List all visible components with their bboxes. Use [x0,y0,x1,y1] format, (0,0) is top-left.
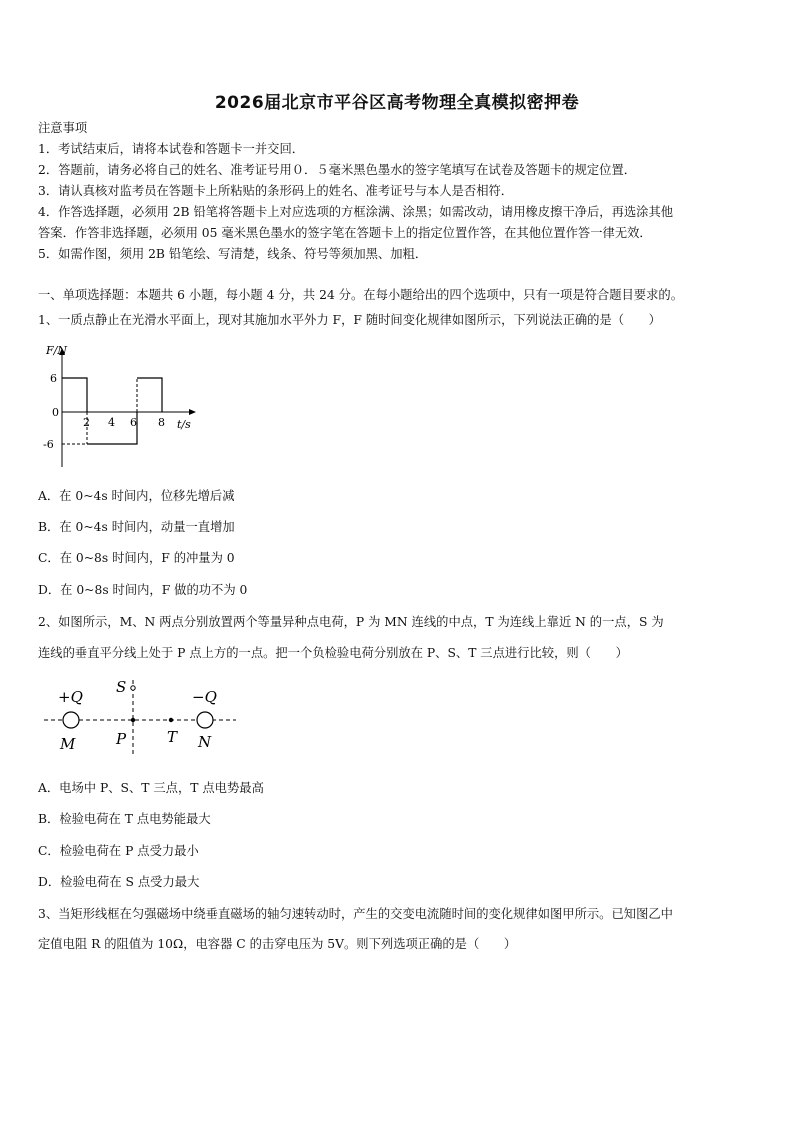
point-n-label: N [198,733,212,751]
question-2-stem: 2、如图所示，M、N 两点分别放置两个等量异种点电荷，P 为 MN 连线的中点，T 为连线上靠近 N 的一点，S 为 [38,615,664,629]
y-axis-label: F/N [46,344,67,357]
right-charge-label: −Q [192,688,217,706]
question-1-option-a: A．在 0~4s 时间内，位移先增后减 [38,489,235,503]
force-time-graph [40,340,210,470]
notice-item: 1．考试结束后，请将本试卷和答题卡一并交回． [38,142,305,156]
question-1-option-b: B．在 0~4s 时间内，动量一直增加 [38,520,235,534]
question-3-stem: 定值电阻 R 的阻值为 10Ω，电容器 C 的击穿电压为 5V。则下列选项正确的是（ ） [38,937,517,951]
x-tick-label: 2 [83,416,90,429]
notice-item: 4．作答选择题，必须用 2B 铅笔将答题卡上对应选项的方框涂满、涂黑；如需改动，请用橡皮擦干净后，再选涂其他 [38,205,674,219]
notice-heading: 注意事项 [38,121,88,135]
notice-item: 2．答题前，请务必将自己的姓名、准考证号用０．５毫米黑色墨水的签字笔填写在试卷及答题卡的规定位置． [38,163,637,177]
x-tick-label: 8 [158,416,165,429]
point-m-label: M [60,735,76,753]
notice-item: 3．请认真核对监考员在答题卡上所粘贴的条形码上的姓名、准考证号与本人是否相符． [38,184,514,198]
left-charge-label: +Q [58,688,83,706]
y-tick-label: -6 [43,438,54,451]
question-1-option-c: C．在 0~8s 时间内，F 的冲量为 0 [38,551,235,565]
y-tick-label: 0 [52,406,59,419]
point-p-label: P [116,730,127,748]
x-tick-label: 4 [108,416,115,429]
question-2-option-d: D．检验电荷在 S 点受力最大 [38,875,200,889]
y-tick-label: 6 [50,372,57,385]
notice-item: 答案．作答非选择题，必须用 05 毫米黑色墨水的签字笔在答题卡上的指定位置作答，在其他位置作答一律无效． [38,226,652,240]
charges-diagram [40,674,250,756]
question-1-option-d: D．在 0~8s 时间内，F 做的功不为 0 [38,583,248,597]
point-t-label: T [167,728,178,746]
question-1-stem: 1、一质点静止在光滑水平面上，现对其施加水平外力 F，F 随时间变化规律如图所示，下列说法正确的是（ ） [38,313,661,327]
question-2-option-c: C．检验电荷在 P 点受力最小 [38,844,199,858]
question-3-stem: 3、当矩形线框在匀强磁场中绕垂直磁场的轴匀速转动时，产生的交变电流随时间的变化规律如图甲所示。已知图乙中 [38,907,673,921]
x-axis-label: t/s [177,418,191,431]
point-s-label: S [116,678,127,696]
x-tick-label: 6 [130,416,137,429]
section-heading: 一、单项选择题：本题共 6 小题，每小题 4 分，共 24 分。在每小题给出的四个选项中，只有一项是符合题目要求的。 [38,288,683,302]
question-2-option-b: B．检验电荷在 T 点电势能最大 [38,812,211,826]
question-2-stem: 连线的垂直平分线上处于 P 点上方的一点。把一个负检验电荷分别放在 P、S、T 三点进行比较，则（ ） [38,646,628,660]
notice-item: 5．如需作图，须用 2B 铅笔绘、写清楚，线条、符号等须加黑、加粗． [38,247,428,261]
question-2-option-a: A．电场中 P、S、T 三点，T 点电势最高 [38,781,264,795]
page-title: 2026届北京市平谷区高考物理全真模拟密押卷 [214,93,580,113]
